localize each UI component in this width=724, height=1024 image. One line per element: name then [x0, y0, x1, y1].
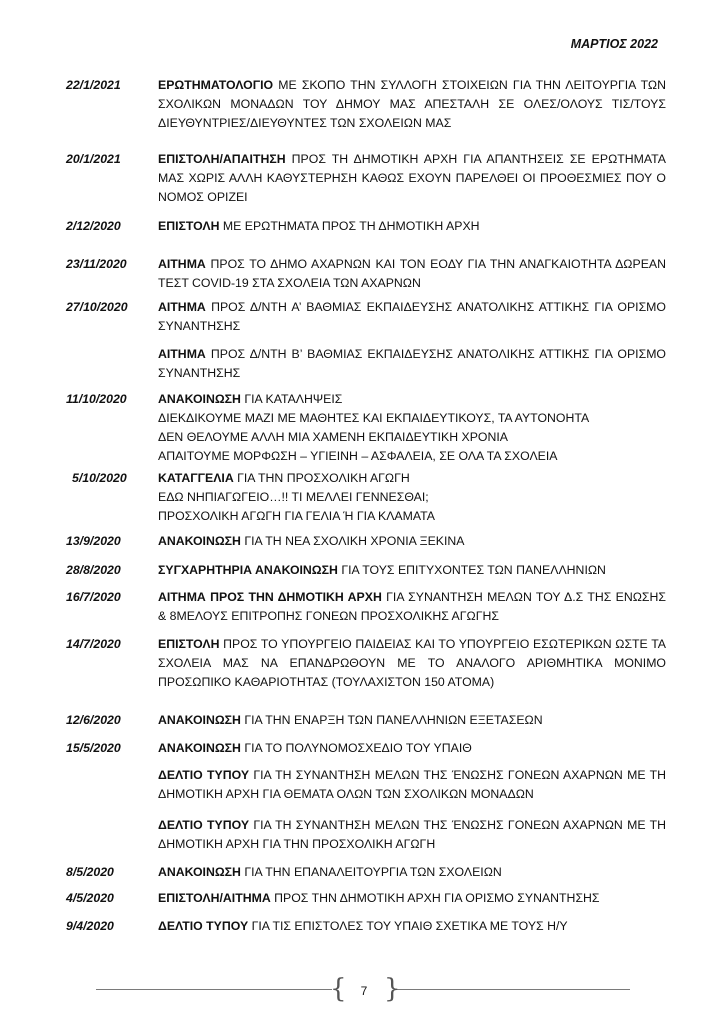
- entry-date: 11/10/2020: [66, 392, 127, 406]
- entry-date: 16/7/2020: [66, 590, 121, 604]
- entry-title: ΑΝΑΚΟΙΝΩΣΗ: [158, 865, 241, 879]
- entry-body: [158, 532, 666, 551]
- entry-body: [158, 739, 666, 758]
- entry-body: [158, 150, 666, 207]
- footer-brace-left: {: [330, 974, 347, 1004]
- entry-text: ΓΙΑ ΤΙΣ ΕΠΙΣΤΟΛΕΣ ΤΟΥ ΥΠΑΙΘ ΣΧΕΤΙΚΑ ΜΕ ΤΟΥΣ Η/Υ: [248, 919, 568, 933]
- entry-date: 28/8/2020: [66, 563, 121, 577]
- entry-text: ΠΡΟΣ ΤΟ ΔΗΜΟ ΑΧΑΡΝΩΝ ΚΑΙ ΤΟΝ ΕΟΔΥ ΓΙΑ ΤΗΝ ΑΝΑΓΚΑΙΟΤΗΤΑ ΔΩΡΕΑΝ ΤΕΣΤ COVID-19 ΣΤΑ ΣΧΟΛΕΙΑ ΤΩΝ ΑΧΑΡΝΩΝ: [158, 257, 666, 290]
- entry-title: ΕΠΙΣΤΟΛΗ: [158, 637, 220, 651]
- entry-title: ΔΕΛΤΙΟ ΤΥΠΟΥ: [158, 919, 249, 933]
- entry-date: 4/5/2020: [66, 891, 114, 905]
- entry-title: ΣΥΓΧΑΡΗΤΗΡΙΑ ΑΝΑΚΟΙΝΩΣΗ: [158, 563, 338, 577]
- entry-date: 9/4/2020: [66, 919, 114, 933]
- entry-title: ΕΠΙΣΤΟΛΗ/ΑΠΑΙΤΗΣΗ: [158, 152, 286, 166]
- entry-body: [158, 889, 666, 908]
- entry-title: ΑΝΑΚΟΙΝΩΣΗ: [158, 741, 241, 755]
- entry-date: 15/5/2020: [66, 741, 121, 755]
- entry-text: ΠΡΟΣ ΤΗ ΔΗΜΟΤΙΚΗ ΑΡΧΗ ΓΙΑ ΑΠΑΝΤΗΣΕΙΣ ΣΕ ΕΡΩΤΗΜΑΤΑ ΜΑΣ ΧΩΡΙΣ ΑΛΛΗ ΚΑΘΥΣΤΕΡΗΣΗ ΚΑΘΩΣ ΕΧΟΥΝ ΠΑΡΕΛΘΕΙ ΟΙ ΠΡΟΘΕΣΜΙΕΣ ΠΟΥ Ο ΝΟΜΟΣ ΟΡΙΖΕΙ: [158, 152, 666, 204]
- entry-title: ΔΕΛΤΙΟ ΤΥΠΟΥ: [158, 768, 250, 782]
- entry-body: [158, 766, 666, 804]
- entry-text: ΓΙΑ ΤΗ ΣΥΝΑΝΤΗΣΗ ΜΕΛΩΝ ΤΗΣ ΈΝΩΣΗΣ ΓΟΝΕΩΝ ΑΧΑΡΝΩΝ ΜΕ ΤΗ ΔΗΜΟΤΙΚΗ ΑΡΧΗ ΓΙΑ ΤΗΝ ΠΡΟΣΧΟΛΙΚΗ ΑΓΩΓΗ: [158, 818, 666, 851]
- entry-date: 20/1/2021: [66, 152, 121, 166]
- entry-text: ΠΡΟΣ Δ/ΝΤΗ Α’ ΒΑΘΜΙΑΣ ΕΚΠΑΙΔΕΥΣΗΣ ΑΝΑΤΟΛΙΚΗΣ ΑΤΤΙΚΗΣ ΓΙΑ ΟΡΙΣΜΟ ΣΥΝΑΝΤΗΣΗΣ: [158, 300, 666, 333]
- entry-title: ΑΝΑΚΟΙΝΩΣΗ: [158, 392, 241, 406]
- entry-title: ΑΝΑΚΟΙΝΩΣΗ: [158, 713, 241, 727]
- entry-body: [158, 345, 666, 383]
- entry-text: ΠΡΟΣ ΤΟ ΥΠΟΥΡΓΕΙΟ ΠΑΙΔΕΙΑΣ ΚΑΙ ΤΟ ΥΠΟΥΡΓΕΙΟ ΕΣΩΤΕΡΙΚΩΝ ΩΣΤΕ ΤΑ ΣΧΟΛΕΙΑ ΜΑΣ ΝΑ ΕΠΑΝΔΡΩΘΟΥΝ ΜΕ ΤΟ ΑΝΑΛΟΓΟ ΑΡΙΘΜΗΤΙΚΑ ΜΟΝΙΜΟ ΠΡΟΣΩΠΙΚΟ ΚΑΘΑΡΙΟΤΗΤΑΣ (ΤΟΥΛΑΧΙΣΤΟΝ 150 ΑΤΟΜΑ): [158, 637, 666, 689]
- entry-title: ΑΙΤΗΜΑ: [158, 347, 206, 361]
- entry-title: ΑΙΤΗΜΑ: [158, 257, 206, 271]
- entry-text: ΜΕ ΣΚΟΠΟ ΤΗΝ ΣΥΛΛΟΓΗ ΣΤΟΙΧΕΙΩΝ ΓΙΑ ΤΗΝ ΛΕΙΤΟΥΡΓΙΑ ΤΩΝ ΣΧΟΛΙΚΩΝ ΜΟΝΑΔΩΝ ΤΟΥ ΔΗΜΟΥ ΜΑΣ ΑΠΕΣΤΑΛΗ ΣΕ ΟΛΕΣ/ΟΛΟΥΣ ΤΙΣ/ΤΟΥΣ ΔΙΕΥΘΥΝΤΡΙΕΣ/ΔΙΕΥΘΥΝΤΕΣ ΤΩΝ ΣΧΟΛΕΙΩΝ ΜΑΣ: [158, 78, 666, 130]
- entry-date: 13/9/2020: [66, 534, 121, 548]
- entry-text: ΓΙΑ ΣΥΝΑΝΤΗΣΗ ΜΕΛΩΝ ΤΟΥ Δ.Σ ΤΗΣ ΕΝΩΣΗΣ & 8ΜΕΛΟΥΣ ΕΠΙΤΡΟΠΗΣ ΓΟΝΕΩΝ ΠΡΟΣΧΟΛΙΚΗΣ ΑΓΩΓΗΣ: [158, 590, 666, 623]
- entry-date: 23/11/2020: [66, 257, 127, 271]
- entry-title: ΑΝΑΚΟΙΝΩΣΗ: [158, 534, 241, 548]
- entry-body: [158, 863, 666, 882]
- entry-title: ΔΕΛΤΙΟ ΤΥΠΟΥ: [158, 818, 250, 832]
- entry-body: [158, 76, 666, 133]
- entry-date: 27/10/2020: [66, 300, 128, 314]
- entry-extra-line: ΠΡΟΣΧΟΛΙΚΗ ΑΓΩΓΗ ΓΙΑ ΓΕΛΙΑ Ή ΓΙΑ ΚΛΑΜΑΤΑ: [158, 509, 435, 523]
- entry-extra-line: ΕΔΩ ΝΗΠΙΑΓΩΓΕΙΟ…!! ΤΙ ΜΕΛΛΕΙ ΓΕΝΝΕΣΘΑΙ;: [158, 490, 429, 504]
- entry-body: [158, 917, 666, 936]
- footer-rule-right: [394, 989, 630, 990]
- entry-title: ΑΙΤΗΜΑ: [158, 300, 206, 314]
- entry-title: ΑΙΤΗΜΑ ΠΡΟΣ ΤΗΝ ΔΗΜΟΤΙΚΗ ΑΡΧΗ: [158, 590, 382, 604]
- entry-body: [158, 816, 666, 854]
- entry-date: 2/12/2020: [66, 219, 121, 233]
- entry-body: [158, 217, 666, 236]
- entry-title: ΚΑΤΑΓΓΕΛΙΑ: [158, 471, 234, 485]
- entry-date: 5/10/2020: [72, 471, 127, 485]
- entry-date: 22/1/2021: [66, 78, 121, 92]
- page-number: 7: [360, 984, 368, 998]
- entry-text: ΠΡΟΣ ΤΗΝ ΔΗΜΟΤΙΚΗ ΑΡΧΗ ΓΙΑ ΟΡΙΣΜΟ ΣΥΝΑΝΤΗΣΗΣ: [270, 891, 600, 905]
- document-header-month: ΜΑΡΤΙΟΣ 2022: [570, 37, 658, 51]
- entry-text: ΓΙΑ ΚΑΤΑΛΗΨΕΙΣ: [240, 392, 343, 406]
- entry-body: [158, 561, 666, 580]
- entry-title: ΕΠΙΣΤΟΛΗ: [158, 219, 220, 233]
- entry-text: ΓΙΑ ΤΗΝ ΠΡΟΣΧΟΛΙΚΗ ΑΓΩΓΗ: [233, 471, 410, 485]
- entry-text: ΜΕ ΕΡΩΤΗΜΑΤΑ ΠΡΟΣ ΤΗ ΔΗΜΟΤΙΚΗ ΑΡΧΗ: [219, 219, 480, 233]
- entry-body: [158, 390, 666, 466]
- entry-text: ΓΙΑ ΤΟΥΣ ΕΠΙΤΥΧΟΝΤΕΣ ΤΩΝ ΠΑΝΕΛΛΗΝΙΩΝ: [337, 563, 606, 577]
- entry-extra-line: ΑΠΑΙΤΟΥΜΕ ΜΟΡΦΩΣΗ – ΥΓΙΕΙΝΗ – ΑΣΦΑΛΕΙΑ, ΣΕ ΟΛΑ ΤΑ ΣΧΟΛΕΙΑ: [158, 449, 558, 463]
- entry-body: [158, 635, 666, 692]
- entry-date: 14/7/2020: [66, 637, 121, 651]
- entry-body: [158, 255, 666, 293]
- entry-text: ΓΙΑ ΤΟ ΠΟΛΥΝΟΜΟΣΧΕΔΙΟ ΤΟΥ ΥΠΑΙΘ: [240, 741, 472, 755]
- entry-body: [158, 469, 666, 526]
- entry-date: 8/5/2020: [66, 865, 114, 879]
- entry-text: ΓΙΑ ΤΗΝ ΕΝΑΡΞΗ ΤΩΝ ΠΑΝΕΛΛΗΝΙΩΝ ΕΞΕΤΑΣΕΩΝ: [240, 713, 543, 727]
- entry-text: ΓΙΑ ΤΗ ΣΥΝΑΝΤΗΣΗ ΜΕΛΩΝ ΤΗΣ ΈΝΩΣΗΣ ΓΟΝΕΩΝ ΑΧΑΡΝΩΝ ΜΕ ΤΗ ΔΗΜΟΤΙΚΗ ΑΡΧΗ ΓΙΑ ΘΕΜΑΤΑ ΟΛΩΝ ΤΩΝ ΣΧΟΛΙΚΩΝ ΜΟΝΑΔΩΝ: [158, 768, 666, 801]
- footer-brace-right: }: [384, 974, 401, 1004]
- entry-body: [158, 298, 666, 336]
- entry-body: [158, 711, 666, 730]
- footer-rule-left: [96, 989, 332, 990]
- entry-title: ΕΡΩΤΗΜΑΤΟΛΟΓΙΟ: [158, 78, 274, 92]
- entry-text: ΓΙΑ ΤΗ ΝΕΑ ΣΧΟΛΙΚΗ ΧΡΟΝΙΑ ΞΕΚΙΝΑ: [240, 534, 465, 548]
- entry-body: [158, 588, 666, 626]
- entry-title: ΕΠΙΣΤΟΛΗ/ΑΙΤΗΜΑ: [158, 891, 271, 905]
- entry-extra-line: ΔΕΝ ΘΕΛΟΥΜΕ ΑΛΛΗ ΜΙΑ ΧΑΜΕΝΗ ΕΚΠΑΙΔΕΥΤΙΚΗ ΧΡΟΝΙΑ: [158, 430, 508, 444]
- entry-text: ΠΡΟΣ Δ/ΝΤΗ Β’ ΒΑΘΜΙΑΣ ΕΚΠΑΙΔΕΥΣΗΣ ΑΝΑΤΟΛΙΚΗΣ ΑΤΤΙΚΗΣ ΓΙΑ ΟΡΙΣΜΟ ΣΥΝΑΝΤΗΣΗΣ: [158, 347, 666, 380]
- entry-date: 12/6/2020: [66, 713, 121, 727]
- entry-text: ΓΙΑ ΤΗΝ ΕΠΑΝΑΛΕΙΤΟΥΡΓΙΑ ΤΩΝ ΣΧΟΛΕΙΩΝ: [240, 865, 502, 879]
- entry-extra-line: ΔΙΕΚΔΙΚΟΥΜΕ ΜΑΖΙ ΜΕ ΜΑΘΗΤΕΣ ΚΑΙ ΕΚΠΑΙΔΕΥΤΙΚΟΥΣ, ΤΑ ΑΥΤΟΝΟΗΤΑ: [158, 411, 590, 425]
